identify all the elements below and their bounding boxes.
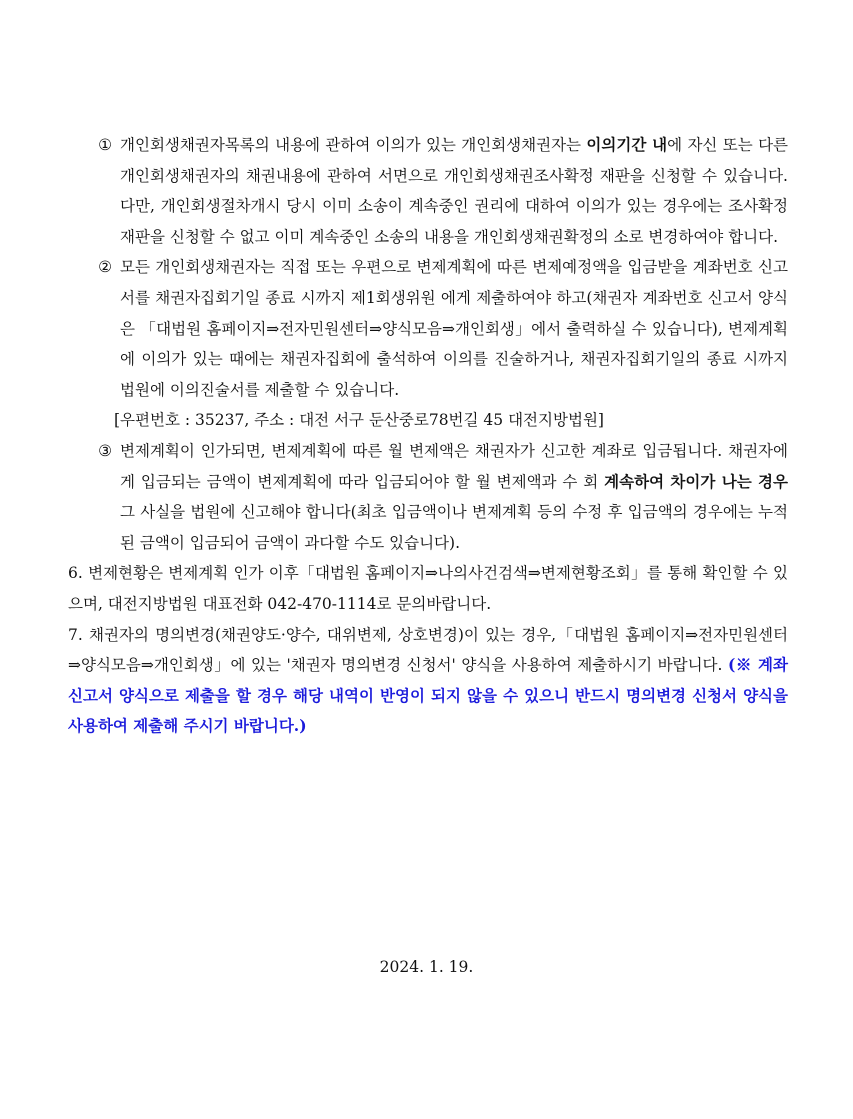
notice-warning: (※ 계좌신고서 양식으로 제출을 할 경우 해당 내역이 반영이 되지 않을 수 있으니 반드시 명의변경 신청서 양식을 사용하여 제출해 주시기 바랍니다.) <box>68 655 788 736</box>
item-text: 에 자신 또는 다른 개인회생채권자의 채권내용에 관하여 서면으로 개인회생채권조사확정 재판을 신청할 수 있습니다. 다만, 개인회생절차개시 당시 이미 소송이 계속중인 권리에 대하여 이의가 있는 경우에는 조사확정재판을 신청할 수 없고 이미 계속중인 소송의 내용을 개인회생채권확정의 소로 변경하여야 합니다. <box>120 136 789 246</box>
paragraph-name-change <box>68 620 788 742</box>
item-text: 변제계획이 인가되면, 변제계획에 따른 월 변제액은 채권자가 신고한 계좌로 입금됩니다. 채권자에게 입금되는 금액이 변제계획에 따라 입금되어야 할 월 변제액과 수 회 <box>120 441 788 491</box>
item-body <box>120 436 788 558</box>
item-number: ③ <box>98 441 112 460</box>
item-number: ② <box>98 258 112 277</box>
item-text: 개인회생채권자목록의 내용에 관하여 이의가 있는 개인회생채권자는 <box>120 136 587 154</box>
item-body: 모든 개인회생채권자는 직접 또는 우편으로 변제계획에 따른 변제예정액을 입금받을 계좌번호 신고서를 채권자집회기일 종료 시까지 제1회생위원 에게 제출하여야 하고(채권자 계좌번호 신고서 양식은 「대법원 홈페이지⇒전자민원센터⇒양식모음⇒개인회생」에서 출력하실 수 있습니다), 변제계획에 이의가 있는 때에는 채권자집회에 출석하여 이의를 진술하거나, 채권자집회기일의 종료 시까지 법원에 이의진술서를 제출할 수 있습니다. <box>120 258 788 399</box>
item-emphasis: 계속하여 차이가 나는 경우 <box>604 471 788 491</box>
court-address: [우편번호 : 35237, 주소 : 대전 서구 둔산중로78번길 45 대전지방법원] <box>114 411 604 430</box>
item-number: ① <box>98 136 112 154</box>
item-emphasis: 이의기간 내 <box>586 135 668 154</box>
notice-content <box>68 130 788 742</box>
item-payment-deposit <box>68 436 788 558</box>
item-text: 그 사실을 법원에 신고해야 합니다(최초 입금액이나 변제계획 등의 수정 후 입금액의 경우에는 누적된 금액이 입금되어 금액이 과다할 수도 있습니다). <box>120 503 788 552</box>
paragraph-text: 7. 채권자의 명의변경(채권양도·양수, 대위변제, 상호변경)이 있는 경우,「대법원 홈페이지⇒전자민원센터⇒양식모음⇒개인회생」에 있는 '채권자 명의변경 신청서' 양식을 사용하여 제출하시기 바랍니다. <box>68 625 788 675</box>
item-objection-period <box>68 130 788 252</box>
item-account-report <box>68 252 788 405</box>
document-date: 2024. 1. 19. <box>379 958 474 976</box>
item-body <box>120 130 788 252</box>
paragraph-repayment-status: 6. 변제현황은 변제계획 인가 이후「대법원 홈페이지⇒나의사건검색⇒변제현황조회」를 통해 확인할 수 있으며, 대전지방법원 대표전화 042-470-1114로 문의바랍니다. <box>68 564 788 613</box>
